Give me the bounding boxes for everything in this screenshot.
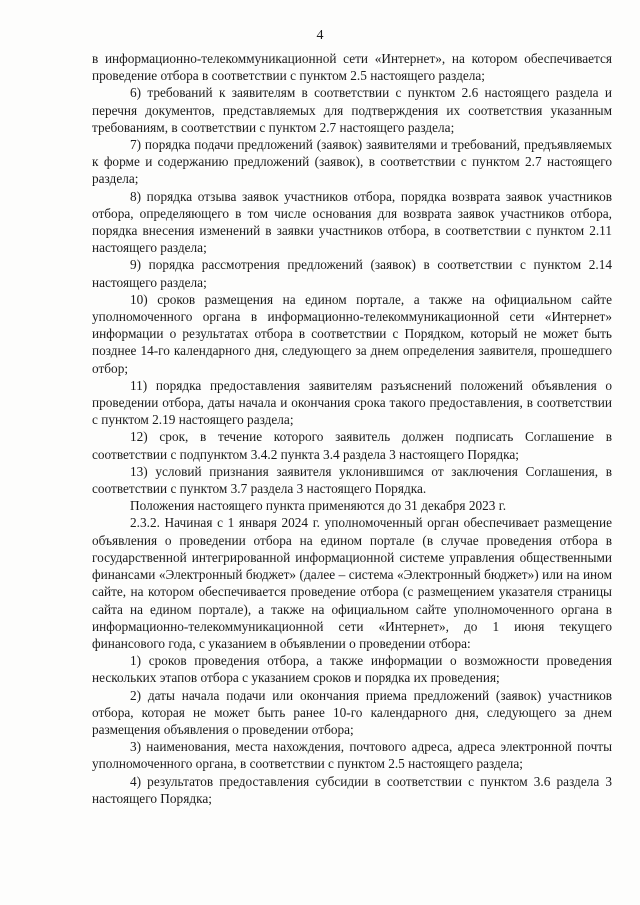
paragraph: 12) срок, в течение которого заявитель должен подписать Соглашение в соответствии с подпунктом 3.4.2 пункта 3.4 раздела 3 настоящего Порядка; <box>92 429 612 462</box>
paragraph: Положения настоящего пункта применяются до 31 декабря 2023 г. <box>130 498 507 514</box>
paragraph: 2) даты начала подачи или окончания приема предложений (заявок) участников отбора, которая не может быть ранее 10-го календарного дня, следующего за днем размещения объявления о проведении отбора; <box>92 687 612 737</box>
page-number: 4 <box>316 28 324 43</box>
paragraph: 13) условий признания заявителя уклонившимся от заключения Соглашения, в соответствии с пунктом 3.7 раздела 3 настоящего Порядка. <box>92 463 612 497</box>
paragraph: 11) порядка предоставления заявителям разъяснений положений объявления о проведении отбора, даты начала и окончания срока такого предоставления, в соответствии с пунктом 2.19 настоящего раздела; <box>92 377 612 428</box>
paragraph: 10) сроков размещения на едином портале, а также на официальном сайте уполномоченного органа в информационно-телекоммуникационной сети «Интернет» информации о результатах отбора в соответствии с Порядком, который не может быть позднее 14-го календарного дня, следующего за днем определения заявителя, прошедшего отбор; <box>92 291 612 376</box>
paragraph: 9) порядка рассмотрения предложений (заявок) в соответствии с пунктом 2.14 настоящего раздела; <box>92 257 612 290</box>
paragraph: 6) требований к заявителям в соответствии с пунктом 2.6 настоящего раздела и перечня документов, представляемых для подтверждения их соответствия указанным требованиям, в соответствии с пунктом 2.7 настоящего раздела; <box>92 85 612 135</box>
paragraph: 3) наименования, места нахождения, почтового адреса, адреса электронной почты уполномоченного органа, в соответствии с пунктом 2.5 настоящего раздела; <box>92 739 612 772</box>
paragraph: 2.3.2. Начиная с 1 января 2024 г. уполномоченный орган обеспечивает размещение объявления о проведении отбора на едином портале (в случае проведения отбора в государственной интегрированной информационной системе управления общественными финансами «Электронный бюджет» (далее – система «Электронный бюджет») или на ином сайте, на котором обеспечивается проведение отбора (с размещением указателя страницы сайта на едином портале), а также на официальном сайте уполномоченного органа в информационно-телекоммуникационной сети «Интернет», до 1 июня текущего финансового года, с указанием в объявлении о проведении отбора: <box>92 515 612 651</box>
paragraph: в информационно-телекоммуникационной сети «Интернет», на котором обеспечивается проведение отбора в соответствии с пунктом 2.5 настоящего раздела; <box>92 51 612 84</box>
paragraph: 1) сроков проведения отбора, а также информации о возможности проведения нескольких этапов отбора с указанием сроков и порядка их проведения; <box>92 653 612 686</box>
paragraph: 8) порядка отзыва заявок участников отбора, порядка возврата заявок участников отбора, определяющего в том числе основания для возврата заявок участников отбора, порядка внесения изменений в заявки участников отбора, в соответствии с пунктом 2.11 настоящего раздела; <box>92 188 612 256</box>
paragraph: 4) результатов предоставления субсидии в соответствии с пунктом 3.6 раздела 3 настоящего Порядка; <box>92 773 612 806</box>
paragraph: 7) порядка подачи предложений (заявок) заявителями и требований, предъявляемых к форме и содержанию предложений (заявок), в соответствии с пунктом 2.7 настоящего раздела; <box>92 137 612 187</box>
document-body <box>92 50 612 807</box>
